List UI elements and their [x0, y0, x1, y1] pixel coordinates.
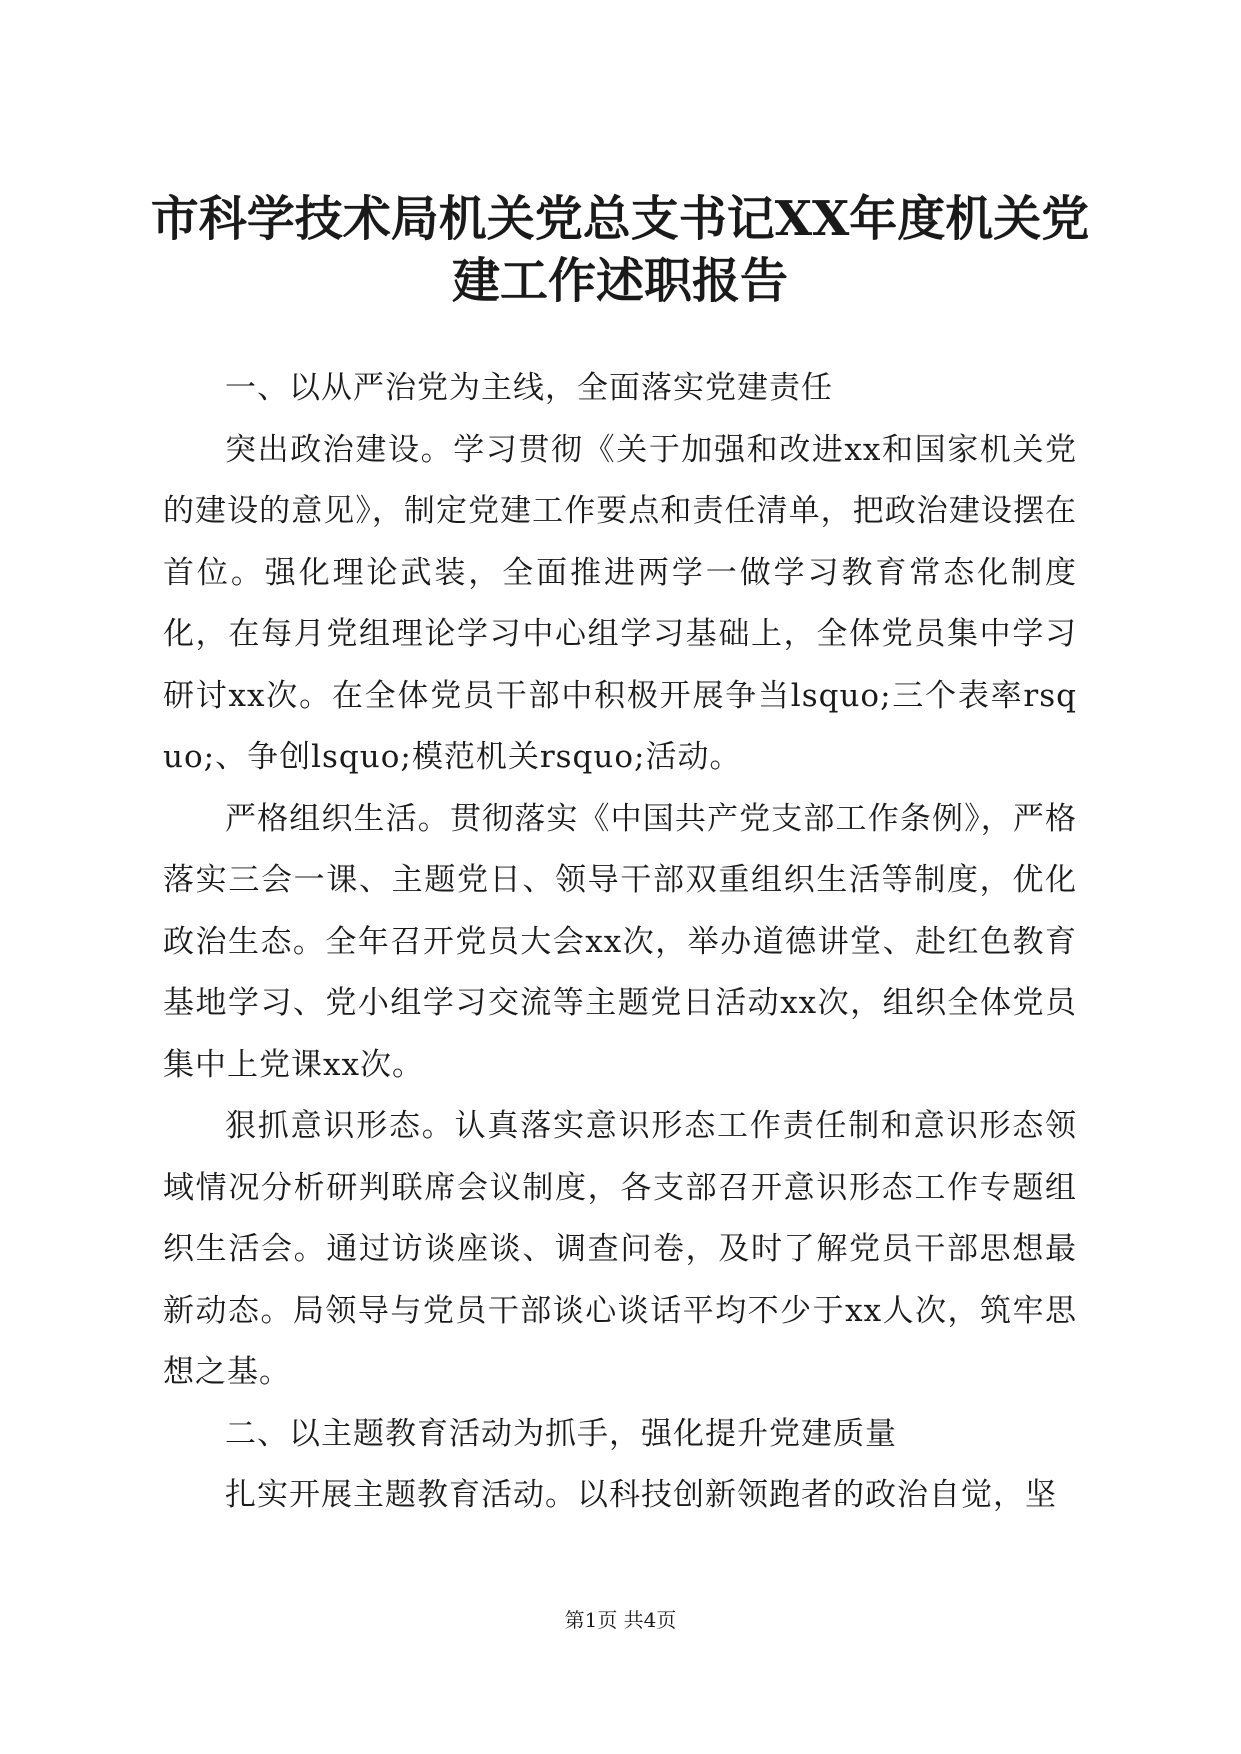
paragraph-organization-life: 严格组织生活。贯彻落实《中国共产党支部工作条例》，严格落实三会一课、主题党日、领导干部双重组织生活等制度，优化政治生态。全年召开党员大会xx次，举办道德讲堂、赴红色教育基地学习、党小组学习交流等主题党日活动xx次，组织全体党员集中上党课xx次。	[163, 800, 1077, 1083]
paragraph-political-building: 突出政治建设。学习贯彻《关于加强和改进xx和国家机关党的建设的意见》，制定党建工作要点和责任清单，把政治建设摆在首位。强化理论武装，全面推进两学一做学习教育常态化制度化，在每月党组理论学习中心组学习基础上，全体党员集中学习研讨xx次。在全体党员干部中积极开展争当lsquo;三个表率rsquo;、争创lsquo;模范机关rsquo;活动。	[163, 431, 1077, 775]
section-heading-1: 一、以从严治党为主线，全面落实党建责任	[225, 370, 833, 406]
paragraph-ideology: 狠抓意识形态。认真落实意识形态工作责任制和意识形态领域情况分析研判联席会议制度，各支部召开意识形态工作专题组织生活会。通过访谈座谈、调查问卷，及时了解党员干部思想最新动态。局领导与党员干部谈心谈话平均不少于xx人次，筑牢思想之基。	[163, 1108, 1077, 1390]
section-heading-2: 二、以主题教育活动为抓手，强化提升党建质量	[225, 1415, 897, 1452]
paragraph-theme-education: 扎实开展主题教育活动。以科技创新领跑者的政治自觉，坚	[225, 1477, 1057, 1513]
document-title: 市科学技术局机关党总支书记XX年度机关党建工作述职报告	[150, 191, 1090, 309]
document-body	[163, 358, 1077, 1527]
page-number-footer: 第1页 共4页	[564, 1608, 677, 1632]
